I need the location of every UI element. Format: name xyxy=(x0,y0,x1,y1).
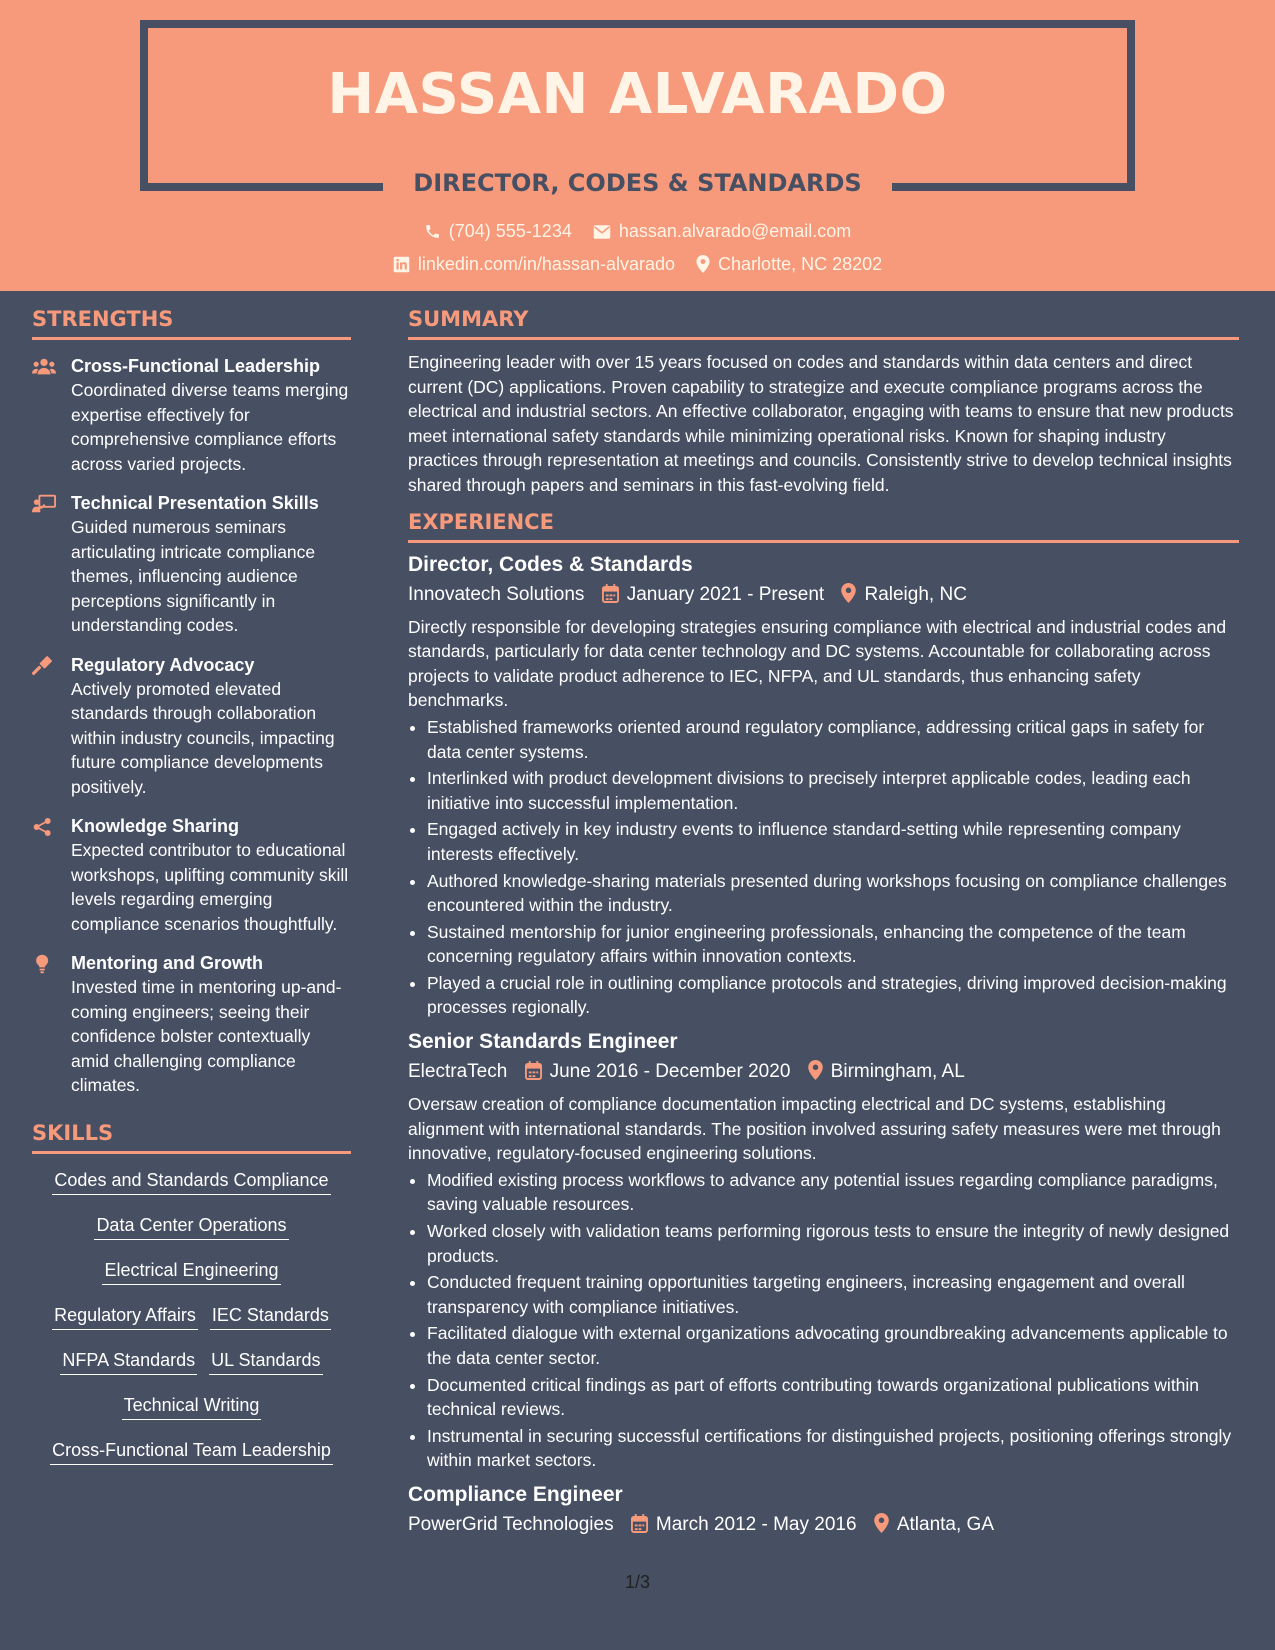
strengths-heading: STRENGTHS xyxy=(32,291,351,340)
linkedin-item xyxy=(393,254,675,275)
summary-heading: SUMMARY xyxy=(408,291,1239,340)
calendar-icon xyxy=(602,584,619,603)
job-bullet: • Documented critical findings as part of efforts contributing towards organizational publications within technical reviews. xyxy=(427,1373,1239,1422)
job-bullet: • Sustained mentorship for junior engineering professionals, enhancing the competence of the team concerning regulatory affairs within innovation contexts. xyxy=(427,920,1239,969)
job-meta xyxy=(408,581,1239,609)
job-bullets xyxy=(408,1168,1239,1473)
phone-item xyxy=(424,221,572,242)
job-position: Compliance Engineer xyxy=(408,1482,623,1506)
skill-tag: Electrical Engineering xyxy=(102,1258,280,1285)
job-dates-item xyxy=(602,581,825,609)
calendar-icon xyxy=(631,1514,648,1533)
job-meta xyxy=(408,1511,1239,1539)
job-bullet: • Interlinked with product development divisions to precisely interpret applicable codes, leading each initiative into successful implementation. xyxy=(427,766,1239,815)
page-indicator: 1/3 xyxy=(624,1572,651,1592)
job-dates-item xyxy=(631,1511,857,1539)
contact-row-2 xyxy=(0,254,1275,275)
linkedin-icon xyxy=(393,256,410,273)
job-position: Director, Codes & Standards xyxy=(408,552,693,576)
skill-tag: Data Center Operations xyxy=(94,1213,288,1240)
job-entry xyxy=(408,551,1239,1021)
share-icon xyxy=(32,817,56,837)
presentation-icon xyxy=(32,494,56,514)
location-text: Charlotte, NC 28202 xyxy=(718,254,883,274)
map-marker-icon xyxy=(874,1513,889,1533)
job-company: PowerGrid Technologies xyxy=(408,1513,614,1535)
job-location-item xyxy=(874,1511,994,1539)
job-bullet: • Worked closely with validation teams performing rigorous tests to ensure the integrity of newly designed products. xyxy=(427,1219,1239,1268)
skill-tag: Technical Writing xyxy=(122,1393,262,1420)
strength-title: Regulatory Advocacy xyxy=(71,654,255,675)
right-column xyxy=(408,291,1239,1539)
job-entry xyxy=(408,1481,1239,1539)
email-item xyxy=(593,221,851,242)
strength-title: Technical Presentation Skills xyxy=(71,493,319,513)
strength-title: Knowledge Sharing xyxy=(71,816,240,836)
job-meta xyxy=(408,1058,1239,1086)
job-location-item xyxy=(841,581,966,609)
job-company: ElectraTech xyxy=(408,1061,508,1083)
skill-tag: Regulatory Affairs xyxy=(52,1303,198,1330)
strength-title: Cross-Functional Leadership xyxy=(71,356,321,376)
experience-heading: EXPERIENCE xyxy=(408,498,1239,543)
job-entry xyxy=(408,1028,1239,1473)
strength-item xyxy=(32,354,351,476)
strength-description: Expected contributor to educational workshops, uplifting community skill levels regarding emerging compliance scenarios thoughtfully. xyxy=(71,840,349,934)
users-icon xyxy=(32,357,56,377)
lightbulb-icon xyxy=(32,954,56,974)
strength-item xyxy=(32,653,351,800)
calendar-icon xyxy=(525,1061,542,1080)
skill-tag: Codes and Standards Compliance xyxy=(52,1168,330,1195)
strength-item xyxy=(32,951,351,1098)
job-bullets xyxy=(408,715,1239,1020)
strength-item xyxy=(32,491,351,638)
strength-description: Actively promoted elevated standards through collaboration within industry councils, impacting future compliance developments positively. xyxy=(71,678,335,797)
skills-heading: SKILLS xyxy=(32,1113,351,1154)
skill-tag: IEC Standards xyxy=(210,1303,331,1330)
strengths-list xyxy=(32,354,351,1098)
map-marker-icon xyxy=(696,255,710,273)
skill-tag: Cross-Functional Team Leadership xyxy=(50,1438,333,1465)
job-dates: January 2021 - Present xyxy=(626,583,825,605)
strength-description: Invested time in mentoring up-and-coming engineers; seeing their confidence bolster contextually amid challenging compliance climates. xyxy=(71,977,342,1095)
job-bullet: • Facilitated dialogue with external organizations advocating groundbreaking advancements applicable to the data center sector. xyxy=(427,1321,1239,1370)
job-bullet: • Established frameworks oriented around regulatory compliance, addressing critical gaps in safety for data center systems. xyxy=(427,715,1239,764)
job-company: Innovatech Solutions xyxy=(408,583,585,605)
summary-text: Engineering leader with over 15 years focused on codes and standards within data centers and direct current (DC) applications. Proven capability to strategize and execute compliance programs across the electrical and industrial sectors. An effective collaborator, engaging with teams to ensure that new products meet international safety standards while minimizing operational risks. Known for shaping industry practices through representation at meetings and councils. Consistently strive to develop technical insights shared through papers and seminars in this fast-evolving field. xyxy=(408,352,1234,495)
skill-tag: UL Standards xyxy=(209,1348,322,1375)
map-marker-icon xyxy=(841,583,856,603)
email-text: hassan.alvarado@email.com xyxy=(618,221,852,241)
strength-title: Mentoring and Growth xyxy=(71,953,263,973)
job-dates-item xyxy=(525,1058,791,1086)
job-description: Oversaw creation of compliance documentation impacting electrical and DC systems, establishing alignment with international standards. The position involved assuring safety measures were met through innovative, regulatory-focused engineering solutions. xyxy=(408,1094,1221,1164)
candidate-name: HASSAN ALVARADO xyxy=(327,62,948,127)
job-location-item xyxy=(808,1058,965,1086)
phone-icon xyxy=(424,223,441,240)
strength-description: Guided numerous seminars articulating intricate compliance themes, influencing audience perceptions significantly in understanding codes. xyxy=(71,517,316,635)
job-location: Raleigh, NC xyxy=(864,583,967,605)
job-title-wrap xyxy=(383,163,892,203)
job-bullet: • Conducted frequent training opportunities targeting engineers, increasing engagement and overall transparency with compliance initiatives. xyxy=(427,1270,1239,1319)
left-column xyxy=(32,291,351,1483)
map-marker-icon xyxy=(808,1060,823,1080)
job-bullet: • Authored knowledge-sharing materials presented during workshops focusing on compliance challenges encountered within the industry. xyxy=(427,869,1239,918)
job-bullet: • Modified existing process workflows to advance any potential issues regarding compliance paradigms, saving valuable resources. xyxy=(427,1168,1239,1217)
skills-list xyxy=(32,1168,351,1465)
envelope-icon xyxy=(593,224,611,240)
job-location: Birmingham, AL xyxy=(830,1061,965,1083)
contact-row-1 xyxy=(0,221,1275,242)
linkedin-text: linkedin.com/in/hassan-alvarado xyxy=(417,254,676,274)
strength-item xyxy=(32,814,351,936)
job-description: Directly responsible for developing strategies ensuring compliance with electrical and industrial codes and standards, particularly for data center technology and DC systems. Accountable for collaborating across projects to validate product adherence to IEC, NFPA, and UL standards, thus enhancing safety benchmarks. xyxy=(408,616,1227,711)
job-bullet: • Instrumental in securing successful certifications for distinguished projects, positioning offerings strongly within market sectors. xyxy=(427,1424,1239,1473)
job-bullet: • Played a crucial role in outlining compliance protocols and strategies, driving improved decision-making processes regionally. xyxy=(427,971,1239,1020)
phone-text: (704) 555-1234 xyxy=(448,221,572,241)
job-position: Senior Standards Engineer xyxy=(408,1030,678,1054)
location-item xyxy=(696,254,882,275)
job-bullet: • Engaged actively in key industry events to influence standard-setting while representing company interests effectively. xyxy=(427,817,1239,866)
resume-header xyxy=(0,0,1275,291)
job-dates: March 2012 - May 2016 xyxy=(655,1513,857,1535)
job-location: Atlanta, GA xyxy=(896,1513,995,1535)
skill-tag: NFPA Standards xyxy=(60,1348,197,1375)
job-dates: June 2016 - December 2020 xyxy=(549,1061,791,1083)
gavel-icon xyxy=(32,656,56,676)
strength-description: Coordinated diverse teams merging expertise effectively for comprehensive compliance efforts across varied projects. xyxy=(71,380,349,474)
job-title: DIRECTOR, CODES & STANDARDS xyxy=(413,169,862,197)
